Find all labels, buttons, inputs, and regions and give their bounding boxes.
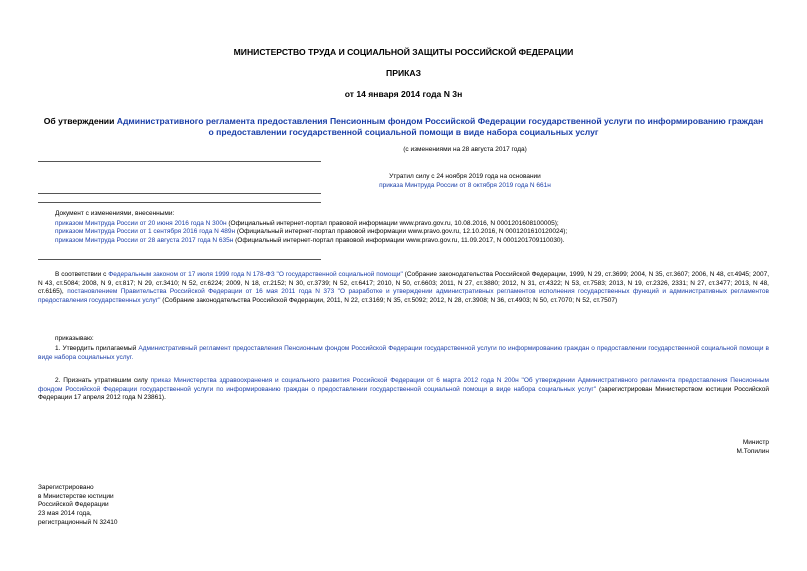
order-word: приказываю: — [55, 335, 94, 342]
signature-position: Министр — [742, 439, 769, 446]
signature-block — [737, 438, 769, 456]
order-item-1 — [38, 345, 769, 362]
expired-link-line — [200, 181, 730, 190]
document-title — [40, 116, 767, 138]
changes-intro: Документ с изменениями, внесенными: — [55, 210, 175, 217]
change-link-1[interactable]: приказом Минтруда России от 20 июня 2016 года N 300н — [55, 219, 227, 227]
divider — [38, 202, 321, 203]
expired-text: Утратил силу с 24 ноября 2019 года на основании — [389, 173, 541, 180]
registration-block — [38, 484, 118, 528]
divider — [38, 259, 321, 260]
registration-line: Российской Федерации — [38, 501, 109, 509]
ministry-heading: МИНИСТЕРСТВО ТРУДА И СОЦИАЛЬНОЙ ЗАЩИТЫ РОССИЙСКОЙ ФЕДЕРАЦИИ — [233, 47, 574, 57]
registration-line: в Министерстве юстиции — [38, 492, 114, 500]
divider — [38, 193, 321, 194]
change-link-3[interactable]: приказом Минтруда России от 28 августа 2017 года N 635н — [55, 237, 234, 245]
order-item-1-prefix: 1. Утвердить прилагаемый — [55, 345, 139, 352]
government-decree-link[interactable]: постановлением Правительства Российской Федерации от 16 мая 2011 года N 373 "О разработке и утверждении административных регламентов исполнения государственных функций и административных регламентов предоставления государственных услуг" — [38, 288, 769, 305]
change-link-2[interactable]: приказом Минтруда России от 1 сентября 2016 года N 489н — [55, 228, 236, 236]
federal-law-link[interactable]: Федеральным законом от 17 июля 1999 года N 178-ФЗ "О государственной социальной помощи" — [108, 271, 403, 278]
order-item-2-prefix: 2. Признать утратившим силу — [55, 377, 151, 384]
changes-block — [55, 210, 775, 246]
regulation-link[interactable]: Административный регламент предоставления Пенсионным фондом Российской Федерации государственной услуги по информированию граждан о предоставлении государственной социальной помощи в виде набора социальных услуг. — [38, 345, 769, 361]
preamble-text-1: В соответствии с — [55, 271, 109, 278]
title-prefix: Об утверждении — [43, 116, 117, 126]
title-link[interactable]: Административного регламента предоставления Пенсионным фондом Российской Федерации государственной услуги по информированию граждан о предоставлении государственной социальной помощи в виде набора социальных услуг — [116, 116, 764, 137]
divider — [38, 161, 321, 162]
registration-line: регистрационный N 32410 — [38, 518, 118, 526]
document-date-number: от 14 января 2014 года N 3н — [344, 89, 463, 99]
list-item — [55, 237, 775, 246]
preamble-paragraph — [38, 271, 769, 306]
registration-line: 23 мая 2014 года, — [38, 510, 92, 518]
change-text-1: (Официальный интернет-портал правовой информации www.pravo.gov.ru, 10.08.2016, N 0001201608100005); — [226, 219, 559, 227]
expired-link[interactable]: приказа Минтруда России от 8 октября 2019 года N 661н — [379, 182, 551, 189]
preamble-text-3: (Собрание законодательства Российской Федерации, 2011, N 22, ст.3169; N 35, ст.5092; 2012, N 28, ст.3908; N 36, ст.4903; N 50, ст.7070; N 52, ст.7507) — [160, 297, 618, 305]
change-text-2: (Официальный интернет-портал правовой информации www.pravo.gov.ru, 12.10.2016, N 0001201610120024); — [235, 228, 568, 236]
registration-line: Зарегистрировано — [38, 484, 94, 491]
document-type: ПРИКАЗ — [386, 68, 421, 78]
order-item-2-suffix: (зарегистрирован Министерством юстиции Российской Федерации 17 апреля 2012 года N 23861). — [38, 385, 769, 402]
order-item-2 — [38, 377, 769, 403]
preamble-text-2: (Собрание законодательства Российской Федерации, 1999, N 29, ст.3699; 2004, N 35, ст.3607; 2006, N 48, ст.4945; 2007, N 43, ст.5084; 2008, N 9, ст.817; N 29, ст.3410; N 52, ст.6224; 2009, N 18, ст.2152; N 30, ст.3739; N 52, ст.6417; 2010, N 50, ст.6603; 2011, N 27, ст.3880; 2012, N 31, ст.4322; N 53, ст.7583; 2013, N 19, ст.2326, 2331; N 27, ст.3477; 2013, N 48, ст.6165), — [38, 271, 770, 296]
list-item — [55, 228, 775, 237]
change-text-3: (Официальный интернет-портал правовой информации www.pravo.gov.ru, 11.09.2017, N 0001201709110030). — [233, 237, 565, 245]
signature-name: М.Топилин — [736, 448, 769, 455]
amendments-note: (с изменениями на 28 августа 2017 года) — [403, 146, 527, 153]
repealed-order-link[interactable]: приказ Министерства здравоохранения и социального развития Российской Федерации от 6 марта 2012 года N 200н "Об утверждении Административного регламента предоставления Пенсионным фондом Российской Федерации государственной услуги по информированию граждан о предоставлении государственной социальной помощи в виде набора социальных услуг" — [38, 377, 769, 393]
